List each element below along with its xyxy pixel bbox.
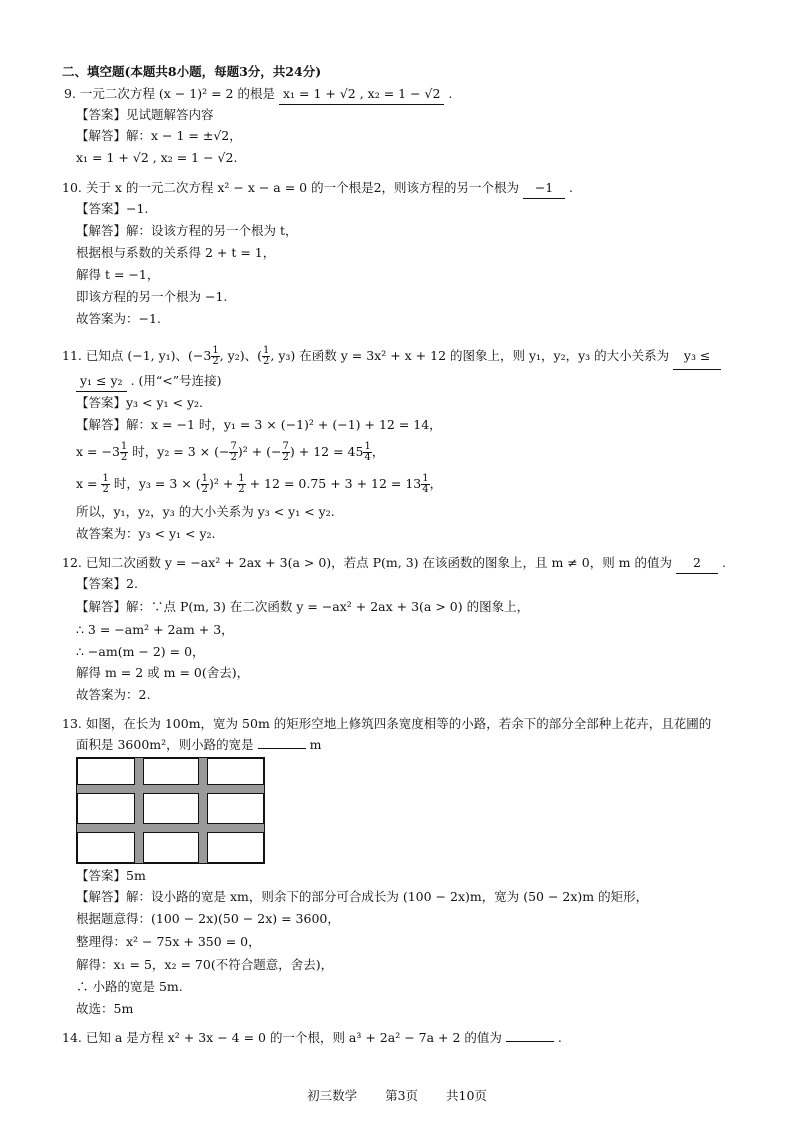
q9-number: 9. (64, 86, 76, 101)
q9-solution-1: 【解答】解：x − 1 = ±√2， (76, 128, 242, 143)
q10-solution-3: 解得 t = −1， (76, 267, 160, 282)
page-footer (0, 1086, 794, 1104)
garden-path-diagram (76, 757, 265, 864)
q13-stem-line-2 (76, 735, 321, 755)
q14-stem: 已知 a 是方程 x² + 3x − 4 = 0 的一个根，则 a³ + 2a² − 7a + 2 的值为 (85, 1030, 502, 1045)
q13-number: 13. (62, 716, 82, 731)
q14-number: 14. (62, 1030, 82, 1045)
q12-answer-blank: 2 (676, 553, 718, 574)
q9-solution-2: x₁ = 1 + √2 , x₂ = 1 − √2. (76, 150, 238, 165)
flower-bed (143, 832, 199, 863)
q13-answer-blank (258, 748, 306, 749)
q12-answer: 【答案】2. (76, 576, 138, 591)
q10-answer: 【答案】−1. (76, 201, 149, 216)
q10-answer-blank: −1 (523, 178, 565, 199)
q12-solution-3: ∴ −am(m − 2) = 0， (76, 644, 205, 659)
horizontal-path-2 (77, 823, 264, 832)
question-9 (64, 84, 452, 105)
vertical-path-2 (198, 758, 207, 863)
q11-stem-line-2 (76, 371, 222, 392)
q13-stem-2a: 面积是 3600m²，则小路的宽是 (76, 737, 254, 752)
footer-subject: 初三数学 (307, 1088, 358, 1103)
footer-total-pages: 共10页 (446, 1088, 487, 1103)
q11-solution-5: 故答案为：y₃ < y₁ < y₂. (76, 526, 216, 541)
q9-answer-blank: x₁ = 1 + √2 , x₂ = 1 − √2 (279, 84, 444, 105)
q10-stem: 关于 x 的一元二次方程 x² − x − a = 0 的一个根是2，则该方程的另一个根为 (85, 180, 520, 195)
flower-bed (207, 758, 264, 785)
footer-page-number: 第3页 (385, 1088, 419, 1103)
flower-bed (207, 793, 264, 824)
q12-stem: 已知二次函数 y = −ax² + 2ax + 3(a > 0)，若点 P(m, 3) 在该函数的图象上，且 m ≠ 0，则 m 的值为 (85, 555, 673, 570)
q11-solution-4: 所以，y₁，y₂，y₃ 的大小关系为 y₃ < y₁ < y₂. (76, 504, 335, 519)
question-12 (62, 553, 726, 574)
q13-solution-2: 根据题意得：(100 − 2x)(50 − 2x) = 3600， (76, 911, 340, 926)
q12-number: 12. (62, 555, 82, 570)
q11-number: 11. (62, 348, 82, 363)
q9-stem-b: 的根是 (237, 86, 275, 101)
q11-stem-a: 已知点 (−1, y₁)、(−3 (85, 348, 212, 363)
q11-frac-half-1: $\frac{1}{2}$ (212, 345, 219, 367)
flower-bed (207, 832, 264, 863)
q11-solution-2: x = −3 $\frac{1}{2}$ 时，y₂ = 3 × (− $\frac{7}{2}$ )² + (− $\frac{7}{2}$ ) + 12 = 45 $\frac{1}{4}$ ， (76, 441, 385, 463)
q14-end: . (557, 1030, 562, 1045)
q12-solution-5: 故答案为：2. (76, 687, 151, 702)
q9-end: . (448, 86, 453, 101)
q13-solution-6: 故选：5m (76, 1001, 134, 1016)
q11-answer-blank-2: y₁ ≤ y₂ (76, 371, 127, 392)
q10-solution-1: 【解答】解：设该方程的另一个根为 t， (76, 223, 298, 238)
q10-solution-5: 故答案为：−1. (76, 311, 161, 326)
q9-stem-a: 一元二次方程 (79, 86, 155, 101)
flower-bed (77, 832, 135, 863)
q10-number: 10. (62, 180, 82, 195)
q10-solution-2: 根据根与系数的关系得 2 + t = 1， (76, 245, 276, 260)
q13-solution-4: 解得：x₁ = 5，x₂ = 70(不符合题意，舍去)， (76, 957, 334, 972)
q11-answer-blank-1: y₃ ≤ (673, 343, 721, 370)
flower-bed (143, 793, 199, 824)
question-10 (62, 178, 573, 199)
q12-solution-1: 【解答】解：∵点 P(m, 3) 在二次函数 y = −ax² + 2ax + 3(a > 0) 的图象上， (76, 599, 530, 614)
q14-answer-blank (506, 1041, 554, 1042)
q13-stem-2b: m (309, 737, 322, 752)
q11-solution-1: 【解答】解：x = −1 时，y₁ = 3 × (−1)² + (−1) + 12 = 14， (76, 417, 442, 432)
q11-stem-d: . (用“<”号连接) (130, 373, 222, 388)
q13-solution-3: 整理得：x² − 75x + 350 = 0， (76, 934, 261, 949)
section-title: 二、填空题(本题共8小题，每题3分，共24分) (62, 64, 322, 79)
q10-end: . (569, 180, 574, 195)
q13-solution-1: 【解答】解：设小路的宽是 xm，则余下的部分可合成长为 (100 − 2x)m，宽为 (50 − 2x)m 的矩形， (76, 889, 649, 904)
q13-answer: 【答案】5m (76, 868, 146, 883)
q12-solution-4: 解得 m = 2 或 m = 0(舍去)， (76, 665, 250, 680)
q11-stem-b: , y₂)、( (219, 348, 263, 363)
q11-frac-half-2: $\frac{1}{2}$ (263, 345, 270, 367)
question-13 (62, 714, 711, 734)
q12-end: . (721, 555, 726, 570)
question-14 (62, 1028, 562, 1048)
flower-bed (77, 793, 135, 824)
q11-answer: 【答案】y₃ < y₁ < y₂. (76, 395, 204, 410)
q9-answer: 【答案】见试题解答内容 (76, 107, 214, 122)
flower-bed (143, 758, 199, 785)
q11-stem-c: , y₃) 在函数 y = 3x² + x + 12 的图象上，则 y₁，y₂，y₃ 的大小关系为 (270, 348, 670, 363)
q13-solution-5: ∴ 小路的宽是 5m. (76, 979, 183, 994)
q10-solution-4: 即该方程的另一个根为 −1. (76, 289, 228, 304)
question-11 (62, 343, 721, 370)
flower-bed (77, 758, 135, 785)
vertical-path-1 (134, 758, 143, 863)
q11-solution-3: x = $\frac{1}{2}$ 时，y₃ = 3 × ( $\frac{1}{2}$ )² + $\frac{1}{2}$ + 12 = 0.75 + 3 + 12 = 13 $\frac{1}{4}$ ， (76, 473, 443, 495)
q12-solution-2: ∴ 3 = −am² + 2am + 3， (76, 622, 234, 637)
horizontal-path-1 (77, 784, 264, 793)
q13-stem-1: 如图，在长为 100m，宽为 50m 的矩形空地上修筑四条宽度相等的小路，若余下的部分全部种上花卉，且花圃的 (85, 716, 712, 731)
q9-equation: (x − 1)² = 2 (158, 86, 234, 101)
